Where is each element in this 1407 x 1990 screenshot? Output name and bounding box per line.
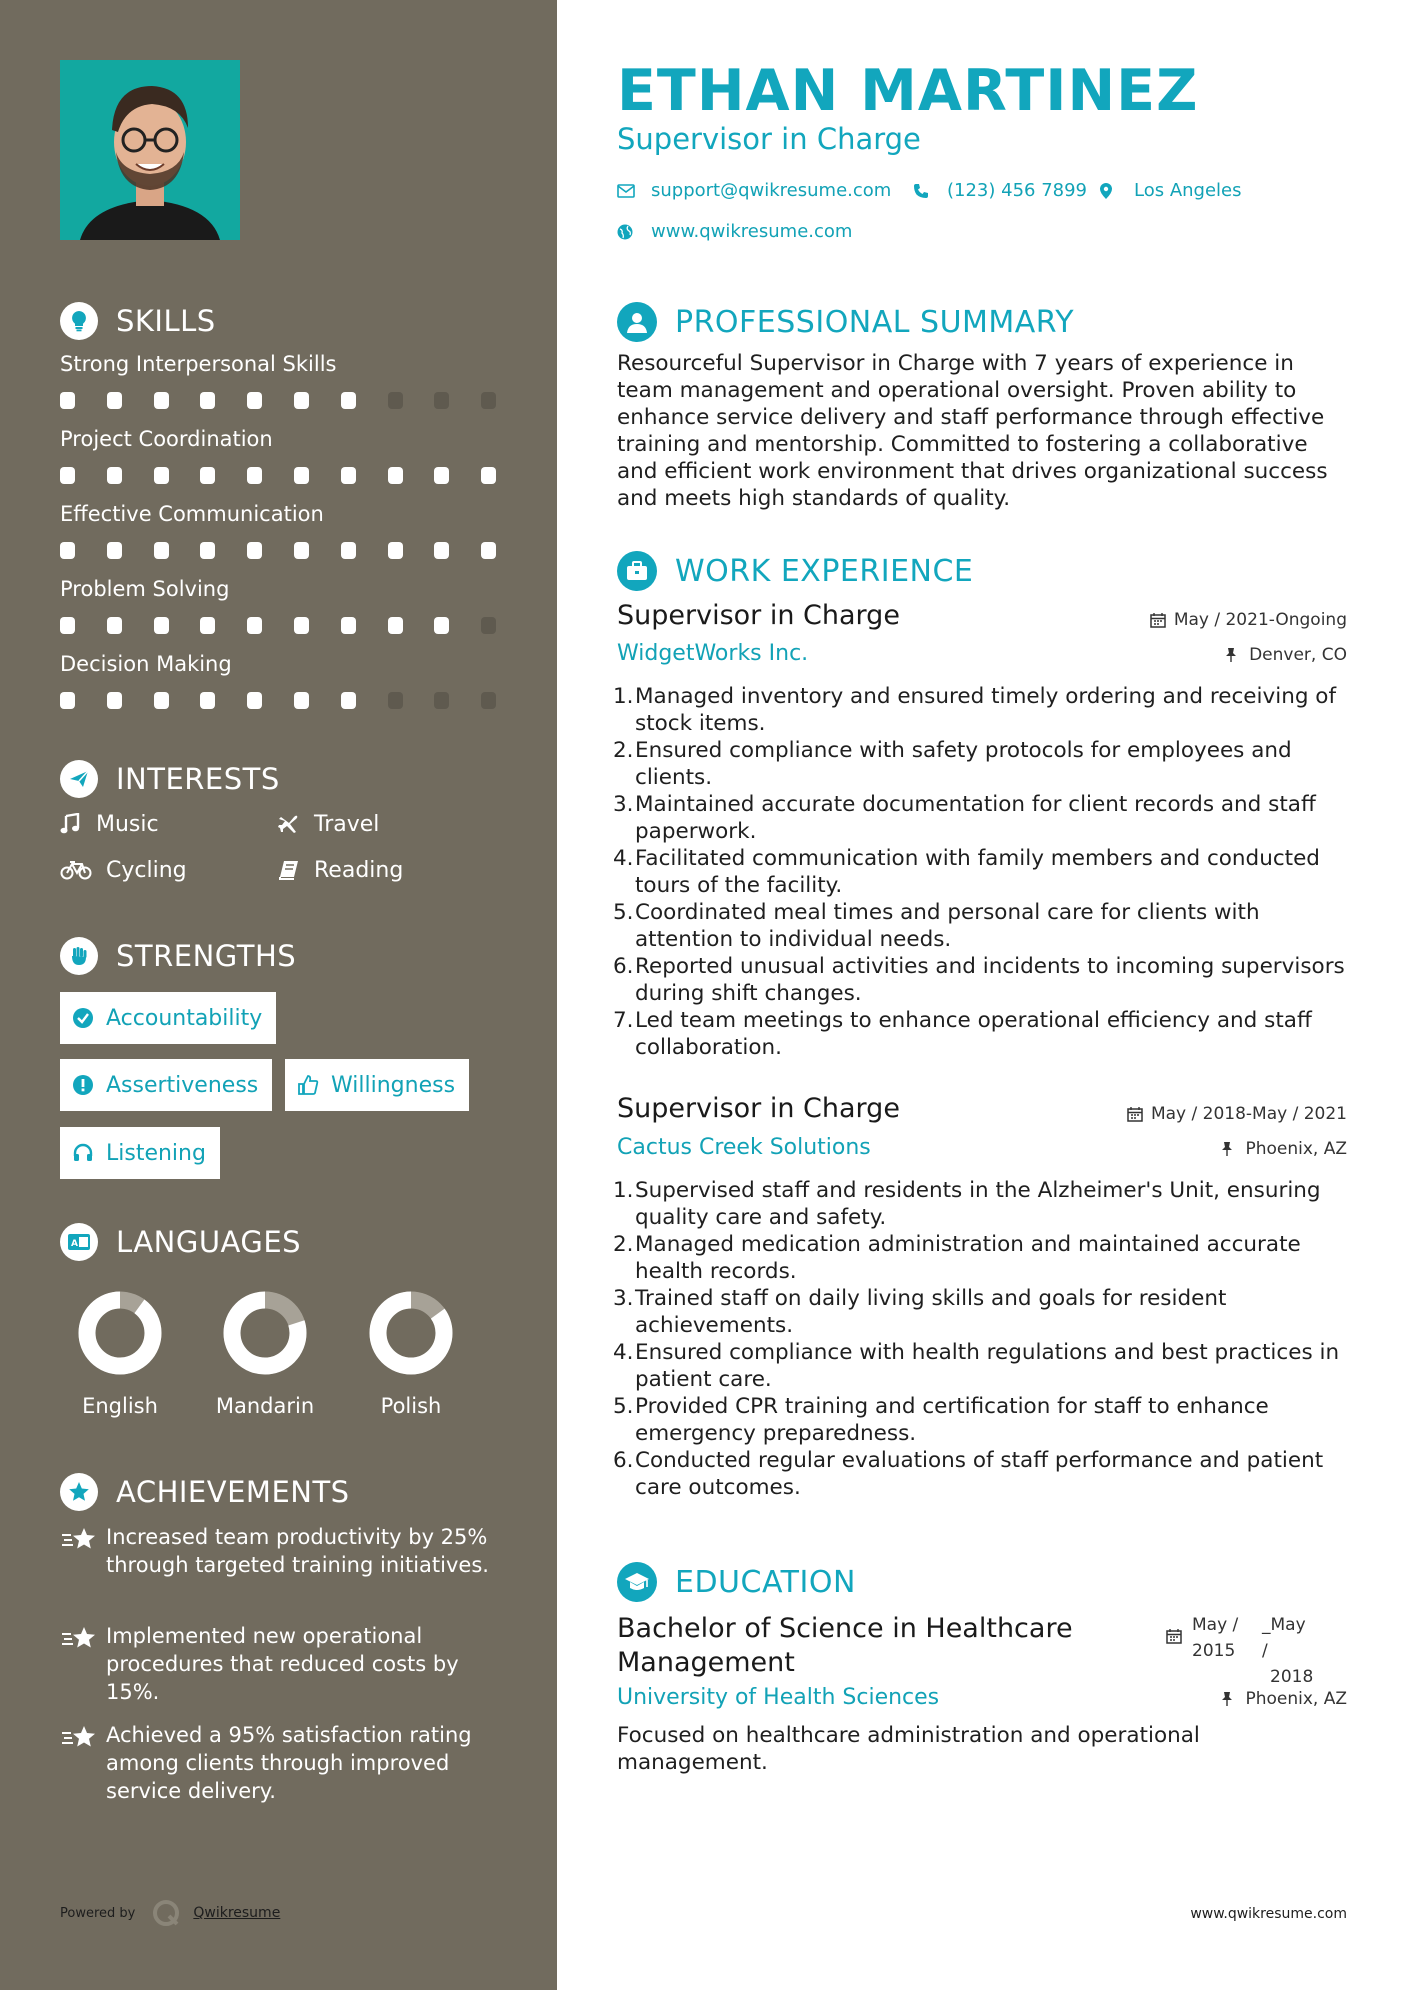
map-marker-icon bbox=[1100, 182, 1118, 200]
skill-dot-filled bbox=[294, 467, 309, 484]
skill-dot-filled bbox=[294, 692, 309, 709]
summary-heading bbox=[617, 300, 1074, 344]
job-bullet: 6. Conducted regular evaluations of staff performance and patient care outcomes. bbox=[613, 1448, 1324, 1500]
bullet-text: Led team meetings to enhance operational efficiency and staff collaboration. bbox=[635, 1008, 1312, 1060]
company-name: Cactus Creek Solutions bbox=[617, 1135, 871, 1160]
job-location bbox=[1221, 1139, 1347, 1159]
graduation-cap-icon bbox=[617, 1562, 657, 1602]
plane-icon bbox=[278, 811, 308, 837]
star-medal-icon bbox=[60, 1473, 98, 1511]
job-location-text: Phoenix, AZ bbox=[1245, 1139, 1347, 1159]
interests-heading bbox=[60, 759, 500, 799]
skill-dot-filled bbox=[434, 467, 449, 484]
skill-dot-filled bbox=[154, 392, 169, 409]
headphones-icon bbox=[72, 1142, 94, 1164]
job-title: Supervisor in Charge bbox=[617, 600, 900, 631]
skill-dot-filled bbox=[154, 617, 169, 634]
skill-dot-filled bbox=[481, 542, 496, 559]
end-date bbox=[1252, 1612, 1312, 1690]
job-bullets bbox=[613, 1177, 1353, 1501]
bullet-text: Managed medication administration and maintained accurate health records. bbox=[635, 1232, 1301, 1284]
languages-heading bbox=[60, 1222, 500, 1262]
skill-dot-filled bbox=[200, 692, 215, 709]
skill-dot-filled bbox=[247, 542, 262, 559]
interest-music bbox=[60, 811, 159, 837]
language-donut bbox=[351, 1290, 471, 1380]
interest-label: Cycling bbox=[106, 857, 187, 883]
strength-label: Accountability bbox=[106, 1005, 263, 1031]
language-name: English bbox=[82, 1394, 158, 1418]
languages-title: LANGUAGES bbox=[116, 1225, 302, 1259]
shooting-star-icon bbox=[60, 1624, 98, 1654]
contact-location bbox=[1100, 180, 1242, 201]
bullet-text: Provided CPR training and certification for staff to enhance emergency preparedness. bbox=[635, 1394, 1269, 1446]
language-donut bbox=[205, 1290, 325, 1380]
education-title: EDUCATION bbox=[675, 1564, 856, 1600]
job-title: Supervisor in Charge bbox=[617, 1093, 900, 1124]
profile-photo bbox=[60, 60, 240, 240]
pushpin-icon bbox=[1221, 1691, 1237, 1707]
experience-title: WORK EXPERIENCE bbox=[675, 553, 974, 589]
job-bullet: 4. Ensured compliance with health regulations and best practices in patient care. bbox=[613, 1340, 1340, 1392]
shooting-star-icon bbox=[60, 1525, 98, 1555]
language-item bbox=[60, 1290, 180, 1418]
skill-dot-filled bbox=[341, 542, 356, 559]
language-item bbox=[351, 1290, 471, 1418]
music-icon bbox=[60, 811, 90, 837]
contact-email[interactable] bbox=[617, 180, 891, 201]
achievements-section bbox=[60, 1472, 500, 1512]
skill-dot-empty bbox=[434, 692, 449, 709]
strength-badge-accountability bbox=[60, 992, 276, 1044]
bullet-text: Ensured compliance with health regulations and best practices in patient care. bbox=[635, 1340, 1340, 1392]
briefcase-icon bbox=[617, 551, 657, 591]
job-bullet: 3. Maintained accurate documentation for client records and staff paperwork. bbox=[613, 792, 1316, 844]
skill-dot-filled bbox=[60, 692, 75, 709]
skill-name: Problem Solving bbox=[60, 577, 230, 601]
skill-dot-empty bbox=[388, 392, 403, 409]
thumbs-up-icon bbox=[297, 1074, 319, 1096]
qwikresume-link[interactable]: Qwikresume bbox=[193, 1905, 281, 1921]
strengths-heading bbox=[60, 936, 500, 976]
interest-travel bbox=[278, 811, 379, 837]
school-name: University of Health Sciences bbox=[617, 1685, 940, 1710]
achievement-text: Implemented new operational procedures that reduced costs by 15%. bbox=[106, 1624, 459, 1704]
interest-label: Reading bbox=[314, 857, 404, 883]
skill-rating bbox=[60, 692, 500, 710]
job-bullet: 7. Led team meetings to enhance operational efficiency and staff collaboration. bbox=[613, 1008, 1312, 1060]
degree-title: Bachelor of Science in Healthcare Management bbox=[617, 1613, 1073, 1678]
skill-name: Decision Making bbox=[60, 652, 232, 676]
skill-rating bbox=[60, 542, 500, 560]
strength-label: Willingness bbox=[331, 1072, 456, 1098]
skill-dot-filled bbox=[341, 467, 356, 484]
job-bullet: 1. Managed inventory and ensured timely ordering and receiving of stock items. bbox=[613, 684, 1337, 736]
skill-item bbox=[60, 352, 500, 412]
job-bullet: 2. Ensured compliance with safety protocols for employees and clients. bbox=[613, 738, 1292, 790]
job-bullet: 2. Managed medication administration and maintained accurate health records. bbox=[613, 1232, 1301, 1284]
interest-label: Travel bbox=[314, 811, 380, 837]
job-bullet: 6. Reported unusual activities and incidents to incoming supervisors during shift changes. bbox=[613, 954, 1345, 1006]
skill-dot-filled bbox=[200, 542, 215, 559]
job-location-text: Denver, CO bbox=[1249, 645, 1347, 665]
end-month: _May / bbox=[1262, 1615, 1306, 1661]
skill-name: Effective Communication bbox=[60, 502, 324, 526]
skill-item bbox=[60, 502, 500, 562]
skill-name: Strong Interpersonal Skills bbox=[60, 352, 337, 376]
fist-icon bbox=[60, 937, 98, 975]
candidate-title: Supervisor in Charge bbox=[617, 122, 921, 156]
skill-name: Project Coordination bbox=[60, 427, 273, 451]
achievements-heading bbox=[60, 1472, 500, 1512]
skill-dot-empty bbox=[434, 392, 449, 409]
interests-title: INTERESTS bbox=[116, 762, 280, 796]
paper-plane-icon bbox=[60, 760, 98, 798]
skill-dot-filled bbox=[247, 467, 262, 484]
skill-dot-filled bbox=[247, 617, 262, 634]
skill-dot-filled bbox=[107, 467, 122, 484]
start-date bbox=[1192, 1612, 1252, 1690]
strength-label: Assertiveness bbox=[106, 1072, 259, 1098]
job-bullet: 3. Trained staff on daily living skills and goals for resident achievements. bbox=[613, 1286, 1227, 1338]
skill-item bbox=[60, 652, 500, 712]
skill-dot-filled bbox=[60, 542, 75, 559]
job-dates-text: May / 2021-Ongoing bbox=[1173, 610, 1347, 630]
skill-dot-filled bbox=[434, 542, 449, 559]
skill-dot-filled bbox=[107, 617, 122, 634]
bicycle-icon bbox=[60, 857, 100, 883]
skill-dot-filled bbox=[388, 467, 403, 484]
skill-dot-filled bbox=[294, 542, 309, 559]
summary-title: PROFESSIONAL SUMMARY bbox=[675, 304, 1075, 340]
email-text: support@qwikresume.com bbox=[651, 180, 892, 201]
skill-dot-filled bbox=[294, 617, 309, 634]
skill-dot-filled bbox=[247, 692, 262, 709]
footer-url[interactable]: www.qwikresume.com bbox=[1190, 1906, 1347, 1922]
pushpin-icon bbox=[1221, 1141, 1237, 1157]
powered-by-label: Powered by bbox=[60, 1905, 136, 1921]
bullet-text: Ensured compliance with safety protocols for employees and clients. bbox=[635, 738, 1292, 790]
skill-dot-filled bbox=[107, 692, 122, 709]
language-item bbox=[205, 1290, 325, 1418]
skills-heading bbox=[60, 301, 500, 341]
contact-website[interactable] bbox=[617, 221, 852, 242]
bullet-text: Maintained accurate documentation for client records and staff paperwork. bbox=[635, 792, 1316, 844]
calendar-icon bbox=[1127, 1106, 1143, 1122]
person-portrait-icon bbox=[60, 60, 240, 240]
language-icon bbox=[60, 1223, 98, 1261]
sidebar bbox=[0, 0, 557, 1990]
shooting-star-icon bbox=[60, 1723, 98, 1753]
skill-item bbox=[60, 577, 500, 637]
phone-text: (123) 456 7899 bbox=[947, 180, 1088, 201]
bullet-text: Trained staff on daily living skills and goals for resident achievements. bbox=[635, 1286, 1227, 1338]
skill-dot-filled bbox=[107, 392, 122, 409]
skill-rating bbox=[60, 467, 500, 485]
interest-cycling bbox=[60, 857, 187, 883]
language-name: Polish bbox=[380, 1394, 442, 1418]
skill-dot-filled bbox=[341, 392, 356, 409]
check-circle-icon bbox=[72, 1007, 94, 1029]
job-bullets bbox=[613, 683, 1353, 1061]
skills-title: SKILLS bbox=[116, 304, 216, 338]
skill-dot-empty bbox=[481, 692, 496, 709]
experience-heading bbox=[617, 549, 973, 593]
achievement-item bbox=[60, 1523, 500, 1579]
skill-dot-filled bbox=[60, 617, 75, 634]
skill-dot-filled bbox=[154, 542, 169, 559]
education-dates bbox=[1166, 1612, 1312, 1690]
svg-text:A: A bbox=[71, 1239, 78, 1249]
location-text: Los Angeles bbox=[1134, 180, 1242, 201]
achievement-item bbox=[60, 1622, 500, 1706]
skill-dot-filled bbox=[341, 692, 356, 709]
job-location bbox=[1225, 645, 1347, 665]
skill-item bbox=[60, 427, 500, 487]
pushpin-icon bbox=[1225, 647, 1241, 663]
envelope-icon bbox=[617, 182, 635, 200]
company-name: WidgetWorks Inc. bbox=[617, 641, 809, 666]
powered-by bbox=[60, 1898, 280, 1928]
contact-phone[interactable] bbox=[913, 180, 1087, 201]
job-bullet: 1. Supervised staff and residents in the Alzheimer's Unit, ensuring quality care and safety. bbox=[613, 1178, 1321, 1230]
skill-dot-filled bbox=[434, 617, 449, 634]
skill-rating bbox=[60, 617, 500, 635]
user-icon bbox=[617, 302, 657, 342]
skill-dot-filled bbox=[388, 542, 403, 559]
lightbulb-icon bbox=[60, 302, 98, 340]
strength-badge-assertiveness bbox=[60, 1059, 272, 1111]
skill-dot-filled bbox=[481, 467, 496, 484]
bullet-text: Reported unusual activities and incidents to incoming supervisors during shift changes. bbox=[635, 954, 1345, 1006]
skill-dot-filled bbox=[60, 467, 75, 484]
candidate-name: ETHAN MARTINEZ bbox=[617, 58, 1199, 124]
start-year: 2015 bbox=[1192, 1641, 1236, 1661]
education-heading bbox=[617, 1560, 856, 1604]
skill-rating bbox=[60, 392, 500, 410]
skill-dot-filled bbox=[247, 392, 262, 409]
interest-label: Music bbox=[96, 811, 159, 837]
bullet-text: Managed inventory and ensured timely ordering and receiving of stock items. bbox=[635, 684, 1337, 736]
skill-dot-empty bbox=[481, 617, 496, 634]
skill-dot-empty bbox=[388, 692, 403, 709]
skill-dot-filled bbox=[200, 392, 215, 409]
achievement-item bbox=[60, 1721, 500, 1805]
education-location-text: Phoenix, AZ bbox=[1245, 1689, 1347, 1709]
book-icon bbox=[278, 857, 308, 883]
achievements-title: ACHIEVEMENTS bbox=[116, 1475, 350, 1509]
skill-dot-empty bbox=[481, 392, 496, 409]
achievement-text: Increased team productivity by 25% through targeted training initiatives. bbox=[106, 1525, 489, 1577]
job-dates bbox=[1127, 1104, 1347, 1124]
education-description: Focused on healthcare administration and operational management. bbox=[617, 1723, 1200, 1775]
skill-dot-filled bbox=[388, 617, 403, 634]
skill-dot-filled bbox=[60, 392, 75, 409]
job-dates bbox=[1150, 610, 1347, 630]
skill-dot-filled bbox=[200, 467, 215, 484]
language-name: Mandarin bbox=[215, 1394, 315, 1418]
end-year: 2018 bbox=[1270, 1667, 1314, 1687]
summary-text: Resourceful Supervisor in Charge with 7 years of experience in team management and operational oversight. Proven ability to enhance service delivery and staff performance through effective training and mentorship. Committed to fostering a collaborative and efficient work environment that drives organizational success and meets high standards of quality. bbox=[617, 351, 1328, 511]
job-bullet: 5. Provided CPR training and certification for staff to enhance emergency preparedness. bbox=[613, 1394, 1269, 1446]
bullet-text: Conducted regular evaluations of staff performance and patient care outcomes. bbox=[635, 1448, 1324, 1500]
qwikresume-logo-icon bbox=[151, 1898, 181, 1928]
skill-dot-filled bbox=[154, 467, 169, 484]
language-level-arc bbox=[87, 1300, 153, 1366]
interest-reading bbox=[278, 857, 403, 883]
globe-icon bbox=[617, 223, 635, 241]
education-location bbox=[1221, 1689, 1347, 1709]
languages-section bbox=[60, 1222, 500, 1262]
strengths-section bbox=[60, 936, 500, 976]
strengths-title: STRENGTHS bbox=[116, 939, 297, 973]
skill-dot-filled bbox=[341, 617, 356, 634]
job-bullet: 4. Facilitated communication with family members and conducted tours of the facility. bbox=[613, 846, 1320, 898]
language-donut bbox=[60, 1290, 180, 1380]
strength-label: Listening bbox=[106, 1140, 206, 1166]
calendar-icon bbox=[1166, 1628, 1182, 1644]
bullet-text: Facilitated communication with family members and conducted tours of the facility. bbox=[635, 846, 1320, 898]
skill-dot-filled bbox=[107, 542, 122, 559]
skill-dot-filled bbox=[294, 392, 309, 409]
interests-section bbox=[60, 759, 500, 799]
skill-dot-filled bbox=[200, 617, 215, 634]
bullet-text: Coordinated meal times and personal care for clients with attention to individual needs. bbox=[635, 900, 1260, 952]
phone-icon bbox=[913, 182, 931, 200]
job-dates-text: May / 2018-May / 2021 bbox=[1150, 1104, 1347, 1124]
start-month: May / bbox=[1192, 1615, 1239, 1635]
strength-badge-willingness bbox=[285, 1059, 469, 1111]
website-text: www.qwikresume.com bbox=[651, 221, 853, 242]
achievement-text: Achieved a 95% satisfaction rating among clients through improved service delivery. bbox=[106, 1723, 472, 1803]
calendar-icon bbox=[1150, 612, 1166, 628]
bullet-text: Supervised staff and residents in the Alzheimer's Unit, ensuring quality care and safety. bbox=[635, 1178, 1321, 1230]
strength-badge-listening bbox=[60, 1127, 220, 1179]
exclamation-circle-icon bbox=[72, 1074, 94, 1096]
job-bullet: 5. Coordinated meal times and personal care for clients with attention to individual needs. bbox=[613, 900, 1260, 952]
skills-section bbox=[60, 301, 500, 341]
skill-dot-filled bbox=[154, 692, 169, 709]
